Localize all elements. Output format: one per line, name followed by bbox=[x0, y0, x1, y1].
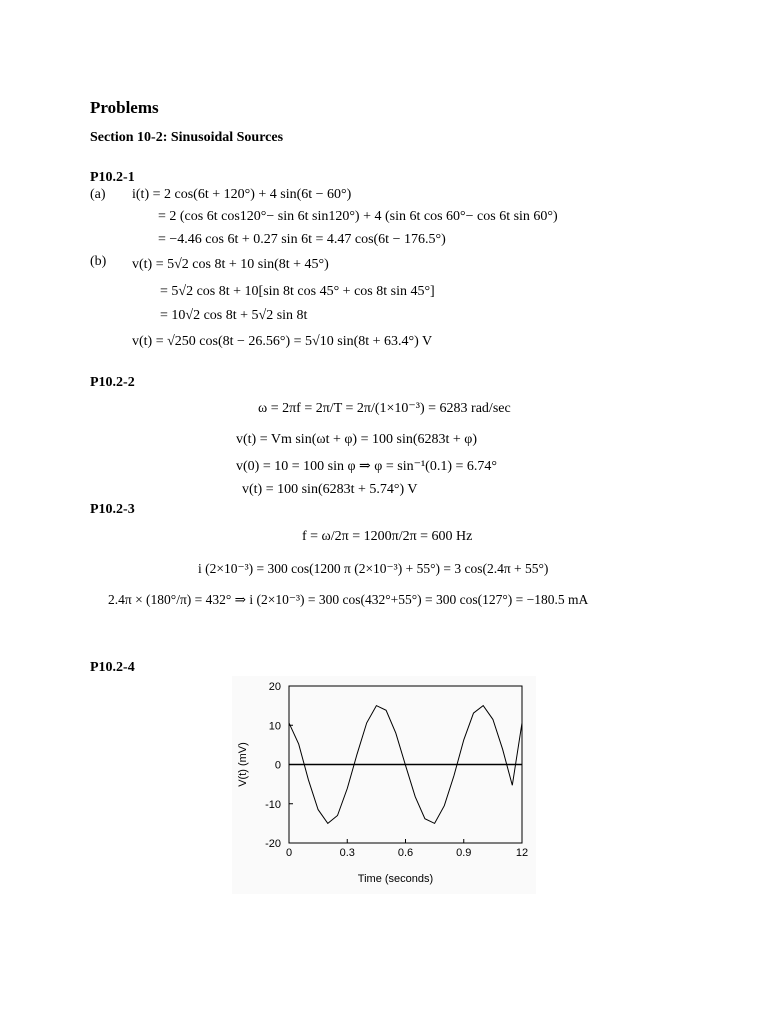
y-tick-label: 10 bbox=[268, 720, 281, 733]
x-tick-label: 0 bbox=[285, 847, 293, 859]
x-tick-label: 0.3 bbox=[339, 847, 355, 859]
part-a-label: (a) bbox=[90, 187, 106, 202]
equation-1a-line3: = −4.46 cos 6t + 0.27 sin 6t = 4.47 cos(6t − 176.5°) bbox=[158, 232, 446, 247]
y-axis-label: V(t) (mV) bbox=[237, 742, 249, 787]
problem-label-1: P10.2-1 bbox=[90, 170, 135, 185]
equation-1b-line2: = 5√2 cos 8t + 10[sin 8t cos 45° + cos 8t sin 45°] bbox=[160, 284, 435, 299]
equation-1b-line1: v(t) = 5√2 cos 8t + 10 sin(8t + 45°) bbox=[132, 257, 329, 272]
problem-label-4: P10.2-4 bbox=[90, 660, 135, 675]
sinusoid-plot-figure bbox=[232, 676, 536, 894]
equation-2-line2: v(t) = Vm sin(ωt + φ) = 100 sin(6283t + φ) bbox=[236, 432, 478, 447]
equation-3-line2: i (2×10⁻³) = 300 cos(1200 π (2×10⁻³) + 55°) = 3 cos(2.4π + 55°) bbox=[198, 561, 549, 576]
sinusoid-plot bbox=[232, 676, 536, 894]
equation-3-line1: f = ω/2π = 1200π/2π = 600 Hz bbox=[302, 529, 473, 544]
equation-2-line1: ω = 2πf = 2π/T = 2π/(1×10⁻³) = 6283 rad/sec bbox=[258, 401, 511, 416]
problem-label-3: P10.2-3 bbox=[90, 502, 135, 517]
page-heading: Problems bbox=[90, 98, 159, 117]
x-tick-label: 0.6 bbox=[397, 847, 414, 859]
equation-1b-line4: v(t) = √250 cos(8t − 26.56°) = 5√10 sin(8t + 63.4°) V bbox=[132, 334, 433, 349]
problem-label-2: P10.2-2 bbox=[90, 375, 135, 390]
equation-1a-line1: i(t) = 2 cos(6t + 120°) + 4 sin(6t − 60°) bbox=[132, 187, 352, 202]
x-tick-label: 12 bbox=[515, 847, 529, 859]
part-b-label: (b) bbox=[90, 254, 107, 269]
x-axis-label: Time (seconds) bbox=[357, 873, 434, 885]
y-tick-label: -20 bbox=[265, 838, 281, 850]
equation-1a-line2: = 2 (cos 6t cos120°− sin 6t sin120°) + 4 (sin 6t cos 60°− cos 6t sin 60°) bbox=[158, 209, 558, 224]
y-tick-label: 0 bbox=[274, 759, 281, 772]
equation-2-line4: v(t) = 100 sin(6283t + 5.74°) V bbox=[242, 482, 418, 497]
equation-2-line3: v(0) = 10 = 100 sin φ ⇒ φ = sin⁻¹(0.1) = 6.74° bbox=[236, 459, 497, 474]
equation-1b-line3: = 10√2 cos 8t + 5√2 sin 8t bbox=[160, 308, 308, 323]
y-tick-label: -10 bbox=[265, 798, 281, 811]
y-tick-label: 20 bbox=[268, 681, 281, 693]
section-title: Section 10-2: Sinusoidal Sources bbox=[90, 130, 284, 145]
x-tick-label: 0.9 bbox=[456, 847, 472, 859]
equation-3-line3: 2.4π × (180°/π) = 432° ⇒ i (2×10⁻³) = 300 cos(432°+55°) = 300 cos(127°) = −180.5 mA bbox=[108, 592, 589, 607]
